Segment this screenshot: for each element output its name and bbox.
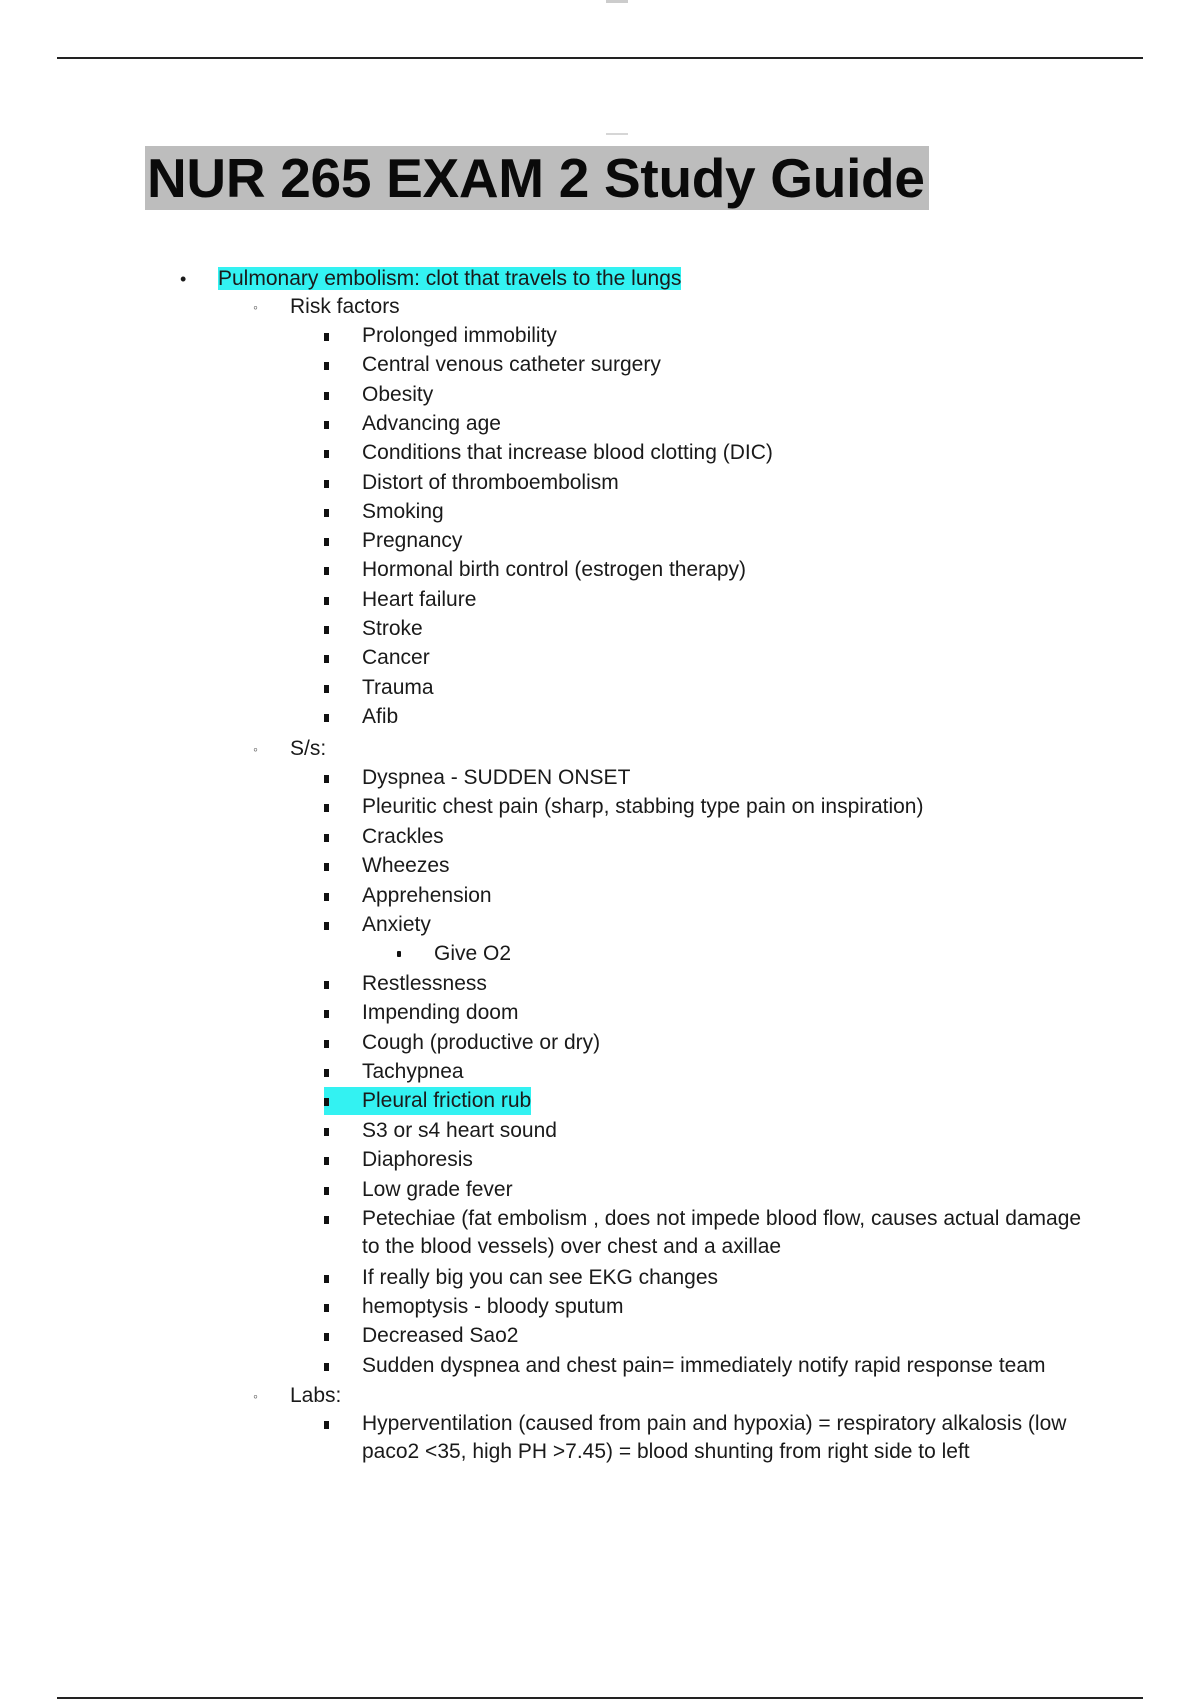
list-item-text: S3 or s4 heart sound (362, 1119, 557, 1142)
symptom-item (362, 852, 450, 880)
risk-factor-item (362, 351, 661, 379)
risk-factor-item (362, 322, 557, 350)
risk-factor-item (362, 674, 434, 702)
list-item-text: Afib (362, 705, 399, 728)
list-item-text: Stroke (362, 617, 423, 640)
section-bullet: ◦ (253, 741, 258, 757)
list-item-text: Trauma (362, 676, 434, 699)
list-item-text: Hormonal birth control (estrogen therapy) (362, 558, 747, 581)
risk-factor-item (362, 410, 501, 438)
risk-factor-item (362, 586, 476, 614)
symptom-item (362, 764, 630, 792)
header-mark (606, 133, 628, 135)
topic-bullet: • (180, 269, 187, 289)
list-item-text: Pregnancy (362, 529, 463, 552)
list-item-text: Obesity (362, 383, 434, 406)
topic-item (180, 265, 682, 293)
section-label: Labs: (290, 1384, 342, 1407)
risk-factor-item (362, 644, 430, 672)
symptom-item (362, 970, 487, 998)
list-item-text: Decreased Sao2 (362, 1324, 519, 1347)
list-item-text: Distort of thromboembolism (362, 471, 619, 494)
list-item-text: Anxiety (362, 913, 431, 936)
list-item-text: Diaphoresis (362, 1148, 473, 1171)
risk-factor-item (362, 498, 444, 526)
list-item-text: Pleural friction rub (362, 1089, 532, 1112)
symptom-item (362, 1322, 518, 1350)
list-item-text: Cough (productive or dry) (362, 1031, 601, 1054)
symptom-item (362, 1176, 513, 1204)
list-item-text: Low grade fever (362, 1178, 513, 1201)
section-signs-symptoms (253, 735, 327, 763)
symptom-item (362, 911, 431, 939)
list-item-text: hemoptysis - bloody sputum (362, 1295, 624, 1318)
list-item-text: Give O2 (434, 942, 512, 965)
list-item-text: Restlessness (362, 972, 487, 995)
symptom-item (362, 1029, 600, 1057)
section-risk-factors (253, 293, 400, 321)
list-item-text: Central venous catheter surgery (362, 353, 661, 376)
footer-rule (57, 1697, 1143, 1699)
list-item-text: Tachypnea (362, 1060, 464, 1083)
symptom-item (362, 1352, 1046, 1380)
risk-factor-item (362, 556, 746, 584)
highlight-band (324, 1087, 362, 1115)
list-item-text: Impending doom (362, 1001, 519, 1024)
risk-factor-item (362, 703, 398, 731)
symptom-item (362, 882, 492, 910)
symptom-item (362, 1117, 557, 1145)
topic-label: Pulmonary embolism: clot that travels to the lungs (218, 267, 682, 290)
risk-factor-item (362, 527, 462, 555)
section-bullet: ◦ (253, 1388, 258, 1404)
header-rule (57, 57, 1143, 59)
list-item-text: Dyspnea - SUDDEN ONSET (362, 766, 631, 789)
symptom-item (362, 793, 923, 821)
page-top-mark (606, 0, 628, 3)
symptom-item (362, 823, 444, 851)
list-item-text: Prolonged immobility (362, 324, 557, 347)
section-label: S/s: (290, 737, 327, 760)
document-title: NUR 265 EXAM 2 Study Guide (145, 146, 929, 210)
symptom-item (362, 1293, 623, 1321)
risk-factor-item (362, 615, 423, 643)
risk-factor-item (362, 381, 433, 409)
list-item-text: Cancer (362, 646, 430, 669)
symptom-item (362, 1058, 464, 1086)
list-item-text: Sudden dyspnea and chest pain= immediately notify rapid response team (362, 1354, 1046, 1377)
list-item-text: Conditions that increase blood clotting (DIC) (362, 441, 773, 464)
list-item-text: Heart failure (362, 588, 477, 611)
list-item-text: Advancing age (362, 412, 501, 435)
symptom-item (362, 1264, 718, 1292)
list-item-text: Hyperventilation (caused from pain and hypoxia) = respiratory alkalosis (low paco2 <35, high PH >7.45) = blood shunting from right side to left (362, 1412, 1067, 1463)
lab-item (362, 1410, 1082, 1466)
symptom-item (362, 999, 518, 1027)
list-item-text: Wheezes (362, 854, 450, 877)
list-item-text: Smoking (362, 500, 444, 523)
list-item-text: Pleuritic chest pain (sharp, stabbing type pain on inspiration) (362, 795, 924, 818)
risk-factor-item (362, 439, 773, 467)
symptom-subitem (434, 940, 511, 968)
risk-factor-item (362, 469, 619, 497)
section-label: Risk factors (290, 295, 400, 318)
symptom-item (362, 1146, 473, 1174)
list-item-text: Petechiae (fat embolism , does not impede blood flow, causes actual damage to the blood vessels) over chest and a axillae (362, 1207, 1082, 1258)
section-labs (253, 1382, 342, 1410)
list-item-text: If really big you can see EKG changes (362, 1266, 719, 1289)
symptom-item (362, 1205, 1082, 1261)
section-bullet: ◦ (253, 299, 258, 315)
list-item-text: Apprehension (362, 884, 492, 907)
symptom-item-highlighted (362, 1087, 531, 1115)
list-item-text: Crackles (362, 825, 444, 848)
